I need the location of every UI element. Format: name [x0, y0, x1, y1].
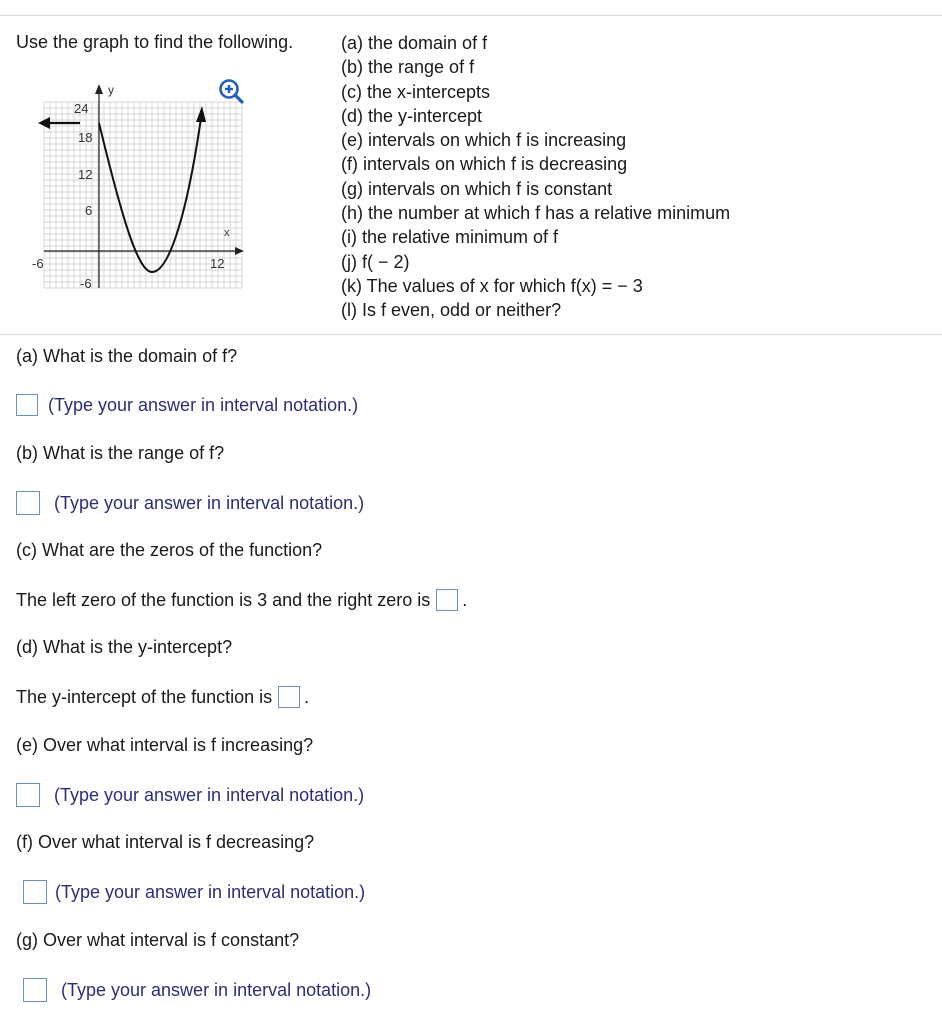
question-f: (f) Over what interval is f decreasing?	[16, 832, 315, 852]
answer-input-d[interactable]	[278, 686, 300, 708]
hint-text: (Type your answer in interval notation.)	[55, 881, 366, 902]
answer-input-g[interactable]	[23, 978, 47, 1002]
period: .	[462, 589, 468, 610]
answer-input-f[interactable]	[23, 880, 47, 904]
hint-text: (Type your answer in interval notation.)	[48, 394, 359, 415]
answer-input-a[interactable]	[16, 394, 38, 416]
y-tick-label: 18	[78, 130, 93, 145]
question-b: (b) What is the range of f?	[16, 443, 225, 463]
question-g: (g) Over what interval is f constant?	[16, 930, 300, 950]
answer-row-a	[16, 394, 358, 416]
answer-row-d	[16, 686, 309, 708]
answer-input-e[interactable]	[16, 783, 40, 807]
x-tick-label: 12	[210, 256, 225, 271]
graph-svg	[30, 78, 252, 293]
section-divider	[0, 334, 942, 335]
task-item: (i) the relative minimum of f	[341, 227, 559, 248]
y-tick-label: 6	[85, 203, 93, 218]
top-divider	[0, 15, 942, 16]
x-axis-arrow-icon	[235, 247, 244, 255]
question-d: (d) What is the y-intercept?	[16, 637, 233, 657]
period: .	[304, 686, 310, 707]
answer-row-g	[23, 978, 371, 1002]
zoom-in-icon[interactable]	[218, 78, 244, 104]
task-item: (k) The values of x for which f(x) = − 3	[341, 275, 643, 296]
hint-text: (Type your answer in interval notation.)	[61, 979, 372, 1000]
function-graph	[30, 78, 252, 293]
answer-row-e	[16, 783, 364, 807]
y-axis-arrow-icon	[95, 84, 103, 94]
answer-input-c[interactable]	[436, 589, 458, 611]
statement-d: The y-intercept of the function is	[16, 686, 273, 707]
question-a: (a) What is the domain of f?	[16, 346, 238, 366]
task-item: (d) the y-intercept	[341, 105, 483, 126]
y-tick-label: 24	[74, 101, 89, 116]
task-item: (g) intervals on which f is constant	[341, 178, 613, 199]
task-item: (f) intervals on which f is decreasing	[341, 154, 628, 175]
y-axis-label: y	[108, 83, 114, 97]
parabola-curve	[99, 118, 201, 272]
statement-c: The left zero of the function is 3 and the right zero is	[16, 589, 431, 610]
answer-row-f	[23, 880, 365, 904]
intro-text: Use the graph to find the following.	[16, 32, 294, 52]
question-c: (c) What are the zeros of the function?	[16, 540, 323, 560]
y-tick-label: 12	[78, 167, 93, 182]
x-axis-label: x	[224, 227, 230, 239]
task-item: (h) the number at which f has a relative minimum	[341, 203, 731, 224]
hint-text: (Type your answer in interval notation.)	[54, 784, 365, 805]
task-item: (a) the domain of f	[341, 33, 488, 53]
answer-row-c	[16, 589, 467, 611]
task-list	[341, 32, 730, 324]
question-e: (e) Over what interval is f increasing?	[16, 735, 314, 755]
hint-text: (Type your answer in interval notation.)	[54, 492, 365, 513]
task-item: (e) intervals on which f is increasing	[341, 130, 627, 151]
answer-input-b[interactable]	[16, 491, 40, 515]
task-item: (b) the range of f	[341, 57, 475, 78]
task-item: (j) f( − 2)	[341, 251, 410, 272]
task-item: (c) the x-intercepts	[341, 81, 491, 102]
task-item: (l) Is f even, odd or neither?	[341, 300, 562, 321]
y-tick-label: -6	[80, 276, 92, 291]
x-tick-label: -6	[32, 256, 44, 271]
answer-row-b	[16, 491, 364, 515]
